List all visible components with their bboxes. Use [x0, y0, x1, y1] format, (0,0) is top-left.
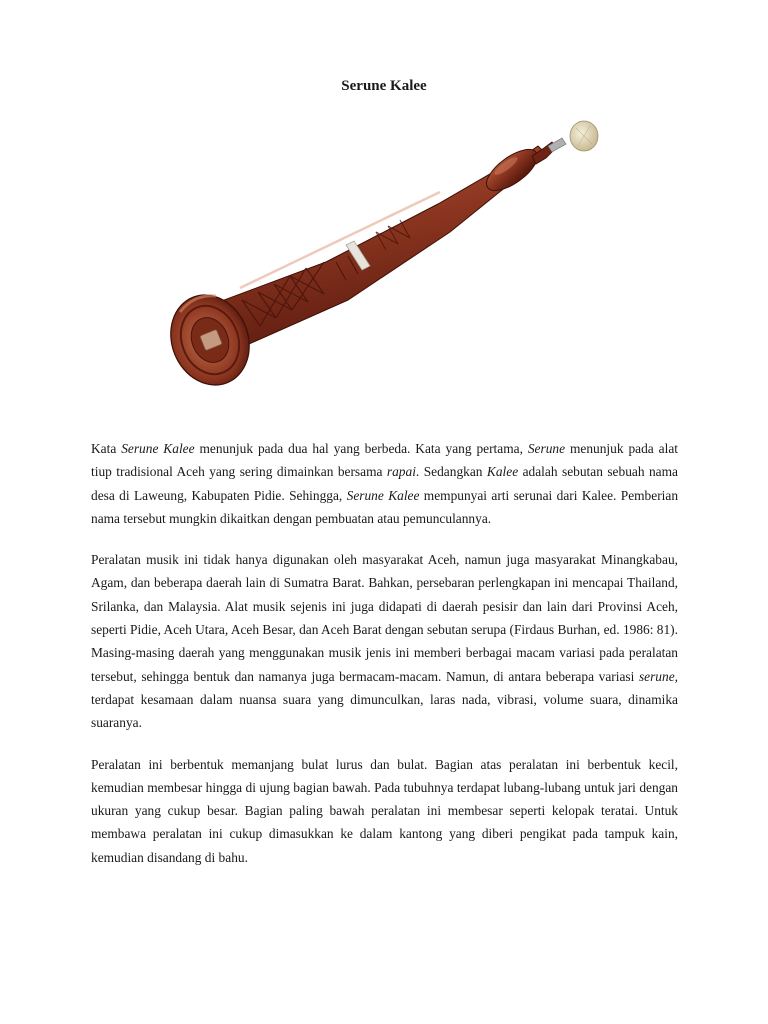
text-segment: Kata	[91, 441, 122, 456]
text-segment: terdapat kesamaan dalam nuansa suara yang dimunculkan, laras nada, vibrasi, volume suara, dinamika suaranya.	[91, 691, 678, 731]
italic-term: Serune Kalee	[346, 487, 420, 503]
paragraph-2	[91, 548, 678, 734]
serune-kalee-instrument-photo	[150, 112, 620, 412]
text-segment: adalah sebutan sebuah nama desa di Laweung, Kabupaten Pidie. Sehingga,	[91, 464, 678, 503]
instrument-illustration	[150, 112, 620, 412]
document-title: Serune Kalee	[341, 78, 427, 94]
paragraph-3	[91, 753, 678, 869]
italic-term: Kalee	[486, 464, 519, 480]
text-segment: Peralatan musik ini tidak hanya digunakan oleh masyarakat Aceh, namun juga masyarakat Minangkabau, Agam, dan beberapa daerah lain di Sumatra Barat. Bahkan, persebaran perlengkapan ini mencapai Thailand, Srilanka, dan Malaysia. Alat musik sejenis ini juga didapati di daerah pesisir dan lain dari Provinsi Aceh, seperti Pidie, Aceh Utara, Aceh Besar, dan Aceh Barat dengan sebutan serupa (Firdaus Burhan, ed. 1986: 81). Masing-masing daerah yang menggunakan musik jenis ini memberi berbagai macam variasi pada peralatan tersebut, sehingga bentuk dan namanya juga bermacam-macam. Namun, di antara beberapa variasi	[91, 552, 678, 684]
body-text	[91, 437, 678, 887]
instrument-bulb	[480, 142, 544, 198]
italic-term: Serune Kalee	[121, 441, 195, 456]
italic-term: serune,	[638, 668, 678, 684]
text-segment: menunjuk pada dua hal yang berbeda. Kata yang pertama,	[194, 441, 528, 456]
text-segment: . Sedangkan	[415, 464, 487, 480]
italic-term: Serune	[527, 441, 566, 456]
paragraph-1	[91, 437, 678, 530]
text-segment: Peralatan ini berbentuk memanjang bulat lurus dan bulat. Bagian atas peralatan ini berbentuk kecil, kemudian membesar hingga di ujung bagian bawah. Pada tubuhnya terdapat lubang-lubang untuk jari dengan ukuran yang cukup besar. Bagian paling bawah peralatan ini membesar seperti kelopak teratai. Untuk membawa peralatan ini cukup dimasukkan ke dalam kantong yang diberi pengikat pada tampuk kain, kemudian disandang di bahu.	[91, 756, 678, 865]
italic-term: rapai	[386, 464, 416, 480]
text-segment: menunjuk pada alat tiup tradisional Aceh yang sering dimainkan bersama	[91, 441, 678, 480]
text-segment: mempunyai arti serunai dari Kalee. Pemberian nama tersebut mungkin dikaitkan dengan pembuatan atau pemunculannya.	[91, 487, 679, 526]
